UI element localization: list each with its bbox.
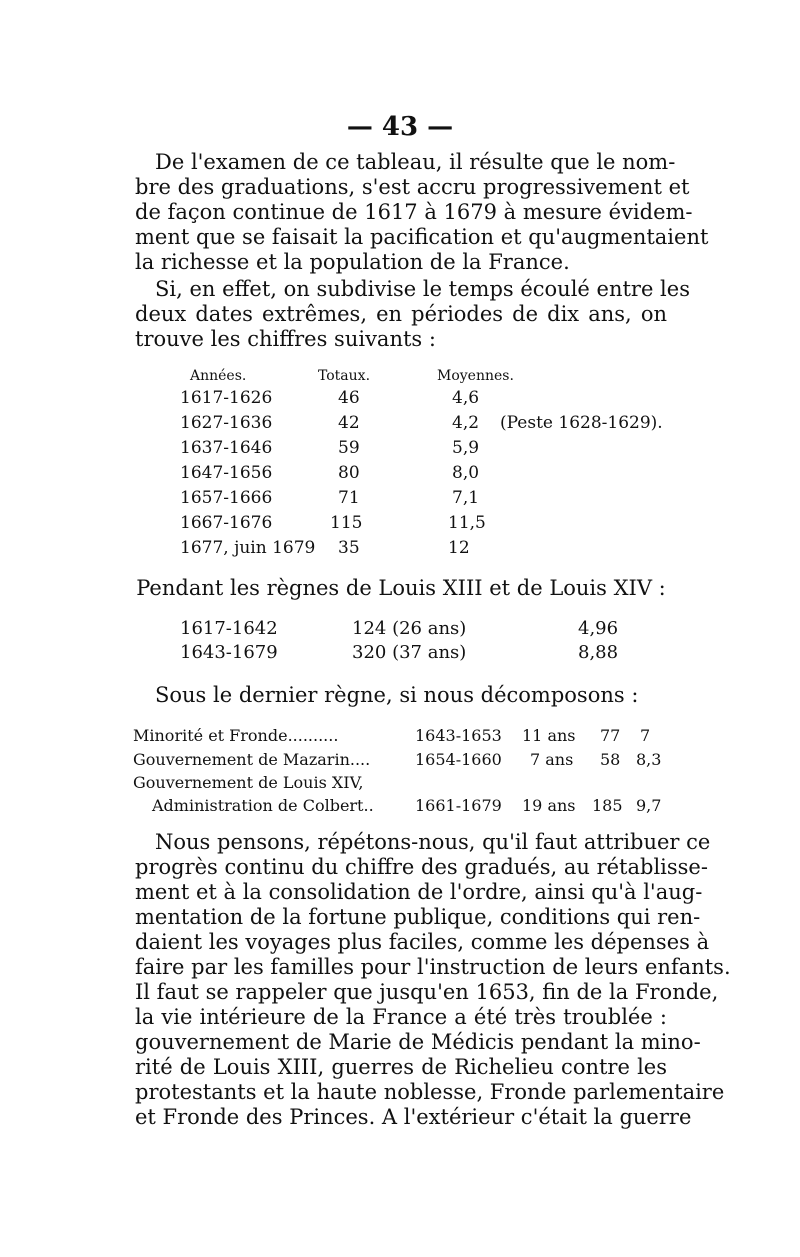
text-line: ment et à la consolidation de l'ordre, ainsi qu'à l'aug-	[135, 880, 703, 904]
text-line: bre des graduations, s'est accru progressivement et	[135, 175, 690, 199]
row-total: 58	[600, 750, 621, 769]
text-line: ment que se faisait la pacification et qu'augmentaient	[135, 225, 709, 249]
row-years: 1617-1626	[180, 388, 273, 408]
row-mean: 4,2	[452, 413, 480, 433]
text-line: Il faut se rappeler que jusqu'en 1653, fin de la Fronde,	[135, 980, 719, 1004]
header-totals: Totaux.	[318, 368, 371, 384]
row-label: Administration de Colbert..	[152, 796, 374, 815]
page-number: — 43 —	[346, 112, 454, 142]
row-years: 1667-1676	[180, 513, 273, 533]
row-years: 1643-1653	[415, 726, 502, 745]
row-years: 1661-1679	[415, 796, 502, 815]
text-line: Nous pensons, répétons-nous, qu'il faut attribuer ce	[155, 830, 711, 854]
row-mean: 8,3	[636, 750, 662, 769]
row-mean: 8,88	[578, 642, 619, 663]
row-years: 1657-1666	[180, 488, 273, 508]
text-line: gouvernement de Marie de Médicis pendant la mino-	[135, 1030, 701, 1054]
text-line: de façon continue de 1617 à 1679 à mesure évidem-	[135, 200, 693, 224]
row-mean: 4,6	[452, 388, 480, 408]
row-years: 1637-1646	[180, 438, 273, 458]
row-total: 77	[600, 726, 621, 745]
row-duration: 7 ans	[530, 750, 574, 769]
paragraph-last-reign	[155, 683, 655, 708]
row-mean: 12	[448, 538, 470, 558]
row-years: 1647-1656	[180, 463, 273, 483]
text-line: Si, en effet, on subdivise le temps écoulé entre les	[155, 277, 690, 301]
row-mean: 8,0	[452, 463, 480, 483]
text-line: protestants et la haute noblesse, Fronde parlementaire	[135, 1080, 725, 1104]
row-years: 1627-1636	[180, 413, 273, 433]
row-count: 320 (37 ans)	[352, 642, 467, 663]
text-line: et Fronde des Princes. A l'extérieur c'était la guerre	[135, 1105, 692, 1129]
row-total: 115	[330, 513, 363, 533]
row-mean: 5,9	[452, 438, 480, 458]
text-line: mentation de la fortune publique, conditions qui ren-	[135, 905, 701, 929]
row-total: 185	[592, 796, 623, 815]
row-mean: 11,5	[448, 513, 486, 533]
row-label: Gouvernement de Mazarin....	[133, 750, 371, 769]
text-line: Sous le dernier règne, si nous décomposons :	[155, 683, 639, 707]
text-line: la richesse et la population de la France.	[135, 250, 570, 274]
paragraph-subdivision	[135, 277, 690, 352]
row-total: 35	[338, 538, 360, 558]
header-years: Années.	[190, 368, 247, 384]
row-total: 46	[338, 388, 360, 408]
row-duration: 11 ans	[522, 726, 576, 745]
row-mean: 7,1	[452, 488, 480, 508]
text-line: Pendant les règnes de Louis XIII et de Louis XIV :	[136, 576, 666, 600]
row-total: 42	[338, 413, 360, 433]
row-total: 71	[338, 488, 360, 508]
row-years: 1643-1679	[180, 642, 278, 663]
row-mean: 4,96	[578, 618, 619, 639]
paragraph-intro	[135, 150, 709, 275]
row-label: Gouvernement de Louis XIV,	[133, 773, 364, 792]
row-mean: 7	[640, 726, 651, 745]
row-total: 80	[338, 463, 360, 483]
text-line: faire par les familles pour l'instruction de leurs enfants.	[135, 955, 731, 979]
paragraph-reigns	[135, 576, 667, 601]
text-line: daient les voyages plus faciles, comme les dépenses à	[135, 930, 710, 954]
text-line: trouve les chiffres suivants :	[135, 327, 436, 351]
row-years: 1617-1642	[180, 618, 278, 639]
text-line: rité de Louis XIII, guerres de Richelieu contre les	[135, 1055, 667, 1079]
row-count: 124 (26 ans)	[352, 618, 467, 639]
header-means: Moyennes.	[437, 368, 514, 384]
text-line: De l'examen de ce tableau, il résulte que le nom-	[155, 150, 676, 174]
text-line: progrès continu du chiffre des gradués, au rétablisse-	[135, 855, 708, 879]
text-line: deux dates extrêmes, en périodes de dix ans, on	[135, 302, 667, 326]
row-years: 1677, juin 1679	[180, 538, 316, 558]
paragraph-conclusion	[135, 830, 731, 1130]
row-label: Minorité et Fronde..........	[133, 726, 339, 745]
row-mean: 9,7	[636, 796, 662, 815]
row-total: 59	[338, 438, 360, 458]
row-note: (Peste 1628-1629).	[500, 413, 663, 433]
text-line: la vie intérieure de la France a été très troublée :	[135, 1005, 667, 1029]
row-years: 1654-1660	[415, 750, 502, 769]
row-duration: 19 ans	[522, 796, 576, 815]
